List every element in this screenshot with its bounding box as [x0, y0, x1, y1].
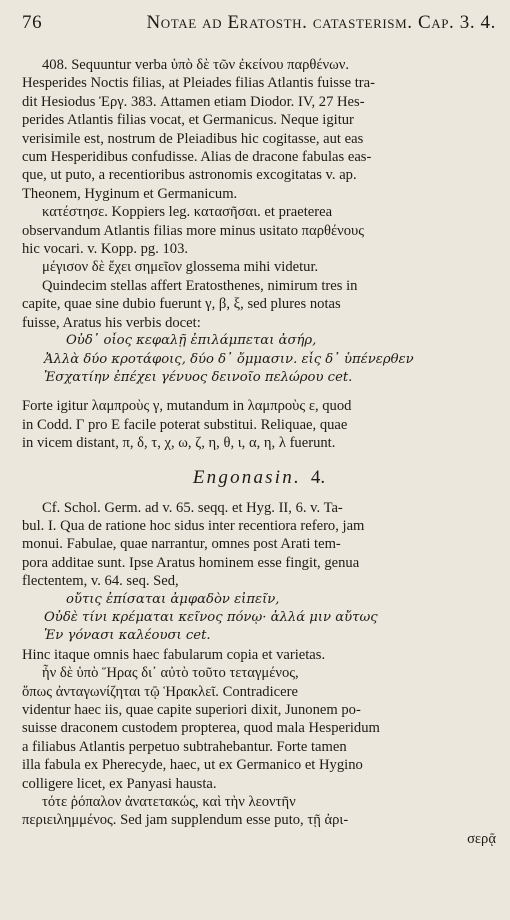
- text-line: Forte igitur λαμπροὺς γ, mutandum in λαμπροὺς ε, quod: [22, 398, 352, 415]
- verse-line: Ἀλλὰ δύο κροτάφοις, δύο δ᾽ ὄμμασιν. εἷς δ᾽ ὑπένερθεν: [44, 351, 414, 367]
- note-stars: [22, 258, 496, 387]
- text-line: flectentem, v. 64. seq. Sed,: [22, 573, 179, 590]
- text-line: observandum Atlantis filias more minus usitato παρθένους: [22, 222, 364, 239]
- verse-line: Ἐν γόνασι καλέουσι cet.: [44, 628, 211, 644]
- text-line: que, ut puto, a recentioribus astronomis excogitatas v. ap.: [22, 167, 357, 184]
- text-line: monui. Fabulae, quae narrantur, omnes post Arati tem-: [22, 536, 341, 553]
- text-line: videntur haec iis, quae capite superiori dixit, Junonem po-: [22, 702, 361, 718]
- page-number: 76: [22, 12, 43, 33]
- text-line: ἦν δὲ ὑπὸ Ἥρας δι᾽ αὐτὸ τοῦτο τεταγμένος,: [42, 665, 299, 682]
- running-header: [22, 12, 496, 34]
- text-line: a filiabus Atlantis perpetuo subtrahebantur. Forte tamen: [22, 738, 347, 755]
- text-line: Hesperides Noctis filias, at Pleiades filias Atlantis fuisse tra-: [22, 75, 376, 92]
- note-forte: [22, 397, 496, 452]
- text-line: ὅπως ἀνταγωνίζηται τῷ Ἡρακλεῖ. Contradicere: [22, 683, 298, 700]
- text-line: suisse draconem custodem propterea, quod mala Hesperidum: [22, 720, 380, 737]
- section-title: Engonasin.: [192, 466, 301, 488]
- note-katestese: [22, 203, 496, 258]
- text-line: cum Hesperidibus confudisse. Alias de dracone fabulas eas-: [22, 149, 372, 166]
- text-line: bul. I. Qua de ratione hoc sidus inter recentiora refero, jam: [22, 517, 365, 534]
- note-408: [22, 56, 496, 203]
- text-line: verisimile est, nostrum de Pleiadibus hic cogitasse, aut eas: [22, 130, 364, 147]
- note-engonasin: [22, 499, 496, 849]
- verse-line: Ἐσχατίην ἐπέχει γένυος δεινοῖο πελώρου cet.: [44, 369, 353, 385]
- text-line: Theonem, Hyginum et Germanicum.: [22, 185, 238, 202]
- text-line: hic vocari. v. Kopp. pg. 103.: [22, 241, 189, 258]
- running-title: Notae ad Eratosth. catasterism. Cap. 3. 4.: [146, 12, 496, 33]
- text-line: pora additae sunt. Ipse Aratus hominem esse fingit, genua: [22, 554, 360, 571]
- text-line: illa fabula ex Pherecyde, haec, ut ex Germanico et Hygino: [22, 757, 363, 774]
- verse-line: Οὐδ᾽ οἷος κεφαλῇ ἐπιλάμπεται ἀσήρ,: [66, 333, 317, 349]
- section-number: 4.: [310, 466, 326, 488]
- text-line: Quindecim stellas affert Eratosthenes, nimirum tres in: [42, 277, 358, 294]
- text-line: τότε ῥόπαλον ἀνατετακώς, καὶ τὴν λεοντῆν: [42, 794, 296, 811]
- text-line: 408. Sequuntur verba ὑπὸ δὲ τῶν ἐκείνου παρθένων.: [42, 57, 349, 73]
- text-line: μέγισον δὲ ἔχει σημεῖον glossema mihi videtur.: [42, 259, 319, 276]
- text-line: colligere licet, ex Panyasi hausta.: [22, 775, 217, 792]
- verse-line: Οὐδὲ τίνι κρέμαται κεῖνος πόνῳ· ἀλλά μιν αὔτως: [44, 609, 378, 625]
- text-line: in vicem distant, π, δ, τ, χ, ω, ζ, η, θ, ι, α, η, λ fuerunt.: [22, 435, 336, 452]
- text-line: περιειλημμένος. Sed jam supplendum esse puto, τῇ ἀρι-: [22, 812, 349, 829]
- text-line: perides Atlantis filias vocat, et Germanicus. Neque igitur: [22, 112, 354, 129]
- section-heading: [22, 467, 496, 489]
- text-line: fuisse, Aratus his verbis docet:: [22, 314, 201, 331]
- text-line: in Codd. Γ pro Ε facile poterat substitui. Reliquae, quae: [22, 416, 348, 433]
- catchword: σερᾷ: [467, 830, 496, 847]
- text-line: Hinc itaque omnis haec fabularum copia et varietas.: [22, 646, 326, 663]
- text-line: dit Hesiodus Ἐργ. 383. Attamen etiam Diodor. IV, 27 Hes-: [22, 93, 365, 110]
- text-line: Cf. Schol. Germ. ad v. 65. seqq. et Hyg. II, 6. v. Ta-: [42, 499, 343, 516]
- text-line: capite, quae sine dubio fuerunt γ, β, ξ, sed plures notas: [22, 296, 341, 313]
- text-line: κατέστησε. Koppiers leg. κατασῆσαι. et praeterea: [42, 204, 333, 221]
- verse-line: οὔτις ἐπίσαται ἀμφαδὸν εἰπεῖν,: [66, 591, 280, 607]
